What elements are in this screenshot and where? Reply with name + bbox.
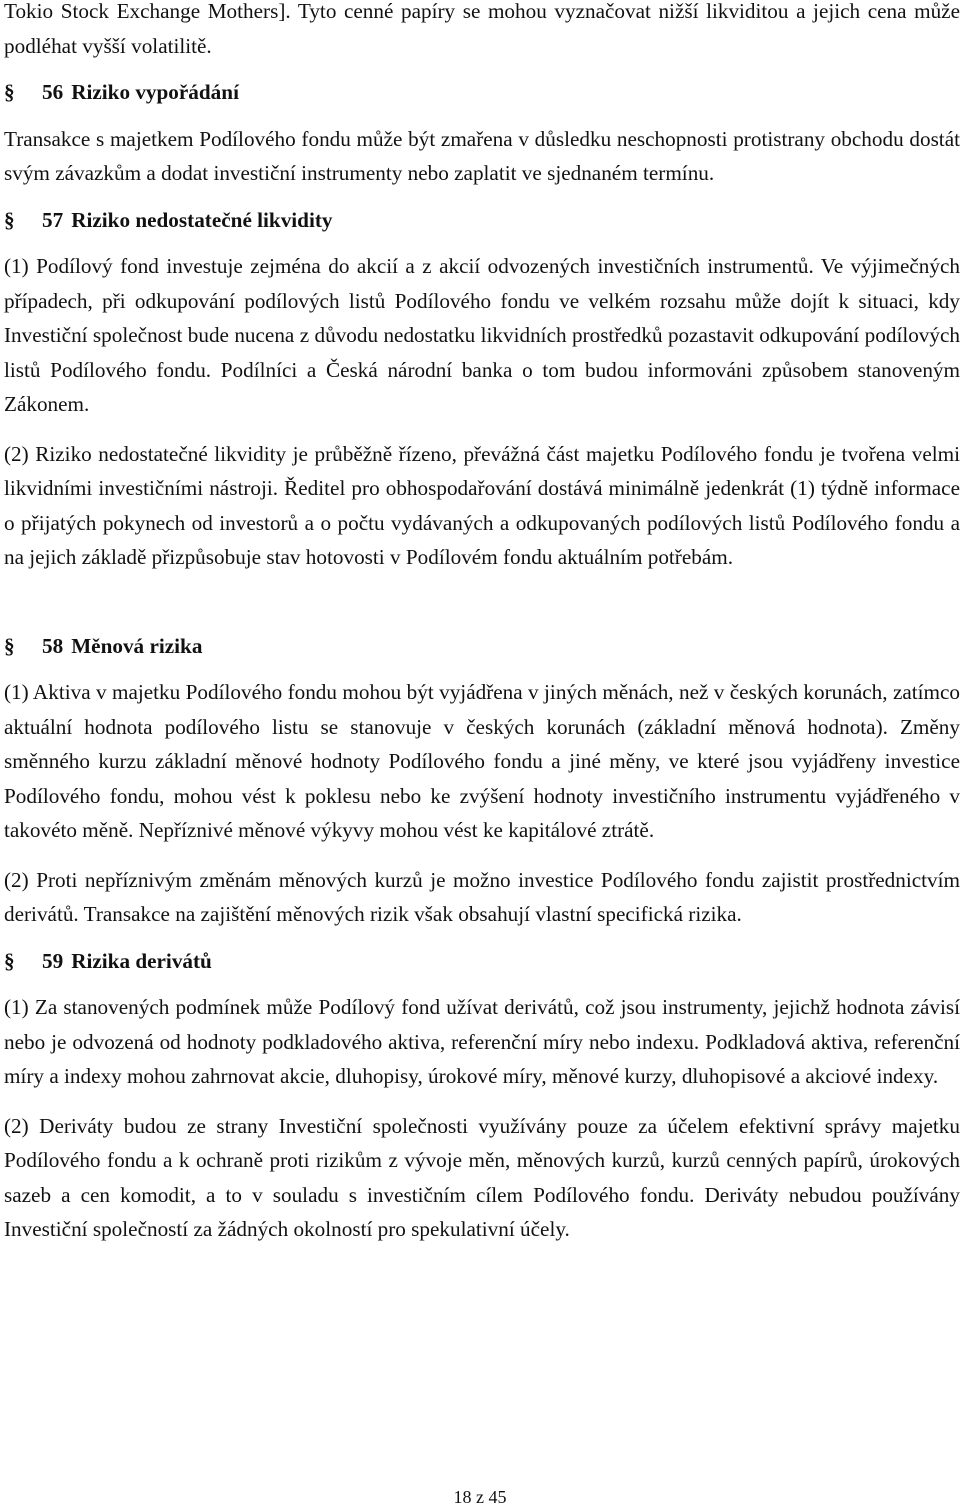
section-heading-56 [4,75,960,110]
section-symbol: § [4,633,15,658]
section-number: 59 [42,948,64,973]
section-title: Rizika derivátů [71,948,212,973]
section-title: Měnová rizika [71,633,203,658]
section-number: 57 [42,207,64,232]
continuation-paragraph: Tokio Stock Exchange Mothers]. Tyto cenné papíry se mohou vyznačovat nižší likviditou a jejich cena může podléhat vyšší volatilitě. [4,0,960,58]
section-59-paragraph-2: (2) Deriváty budou ze strany Investiční společnosti využívány pouze za účelem efektivní správy majetku Podílového fondu a k ochraně proti rizikům z vývoje měn, měnových kurzů, kurzů cenných papírů, úrokových sazeb a cen komodit, a to v souladu s investičním cílem Podílového fondu. Deriváty nebudou používány Investiční společností za žádných okolností pro spekulativní účely. [4,1113,960,1241]
section-heading-59 [4,944,960,979]
section-57-paragraph-2: (2) Riziko nedostatečné likvidity je průběžně řízeno, převážná část majetku Podílového fondu je tvořena velmi likvidními investičními nástroji. Ředitel pro obhospodařování dostává minimálně jedenkrát (1) týdně informace o přijatých pokynech od investorů a o počtu vydávaných a odkupovaných podílových listů Podílového fondu a na jejich základě přizpůsobuje stav hotovosti v Podílovém fondu aktuálním potřebám. [4,441,960,569]
section-58-paragraph-1: (1) Aktiva v majetku Podílového fondu mohou být vyjádřena v jiných měnách, než v českých korunách, zatímco aktuální hodnota podílového listu se stanovuje v českých korunách (základní měnová hodnota). Změny směnného kurzu základní měnové hodnoty Podílového fondu a jiné měny, ve které jsou vyjádřeny investice Podílového fondu, mohou vést k poklesu nebo ke zvýšení hodnoty investičního instrumentu vyjádřeného v takovéto měně. Nepříznivé měnové výkyvy mohou vést ke kapitálové ztrátě. [4,680,960,842]
section-number: 58 [42,633,64,658]
section-heading-58 [4,629,960,664]
section-number: 56 [42,80,64,104]
section-symbol: § [4,80,15,104]
section-58-paragraph-2: (2) Proti nepříznivým změnám měnových kurzů je možno investice Podílového fondu zajistit prostřednictvím derivátů. Transakce na zajištění měnových rizik však obsahují vlastní specifická rizika. [4,867,960,926]
section-symbol: § [4,207,15,232]
page-number: 18 z 45 [453,1487,507,1507]
section-heading-57 [4,203,960,238]
section-title: Riziko nedostatečné likvidity [71,207,333,232]
section-56-paragraph-1: Transakce s majetkem Podílového fondu může být zmařena v důsledku neschopnosti protistrany obchodu dostát svým závazkům a dodat investiční instrumenty nebo zaplatit ve sjednaném termínu. [4,126,960,185]
section-57-paragraph-1: (1) Podílový fond investuje zejména do akcií a z akcií odvozených investičních instrumentů. Ve výjimečných případech, při odkupování podílových listů Podílového fondu ve velkém rozsahu může dojít k situaci, kdy Investiční společnost bude nucena z důvodu nedostatku likvidních prostředků pozastavit odkupování podílových listů Podílového fondu. Podílníci a Česká národní banka o tom budou informováni způsobem stanoveným Zákonem. [4,254,960,416]
section-59-paragraph-1: (1) Za stanovených podmínek může Podílový fond užívat derivátů, což jsou instrumenty, jejichž hodnota závisí nebo je odvozená od hodnoty podkladového aktiva, referenční míry nebo indexu. Podkladová aktiva, referenční míry a indexy mohou zahrnovat akcie, dluhopisy, úrokové míry, měnové kurzy, dluhopisové a akciové indexy. [4,995,960,1088]
section-symbol: § [4,948,15,973]
section-title: Riziko vypořádání [71,80,239,104]
